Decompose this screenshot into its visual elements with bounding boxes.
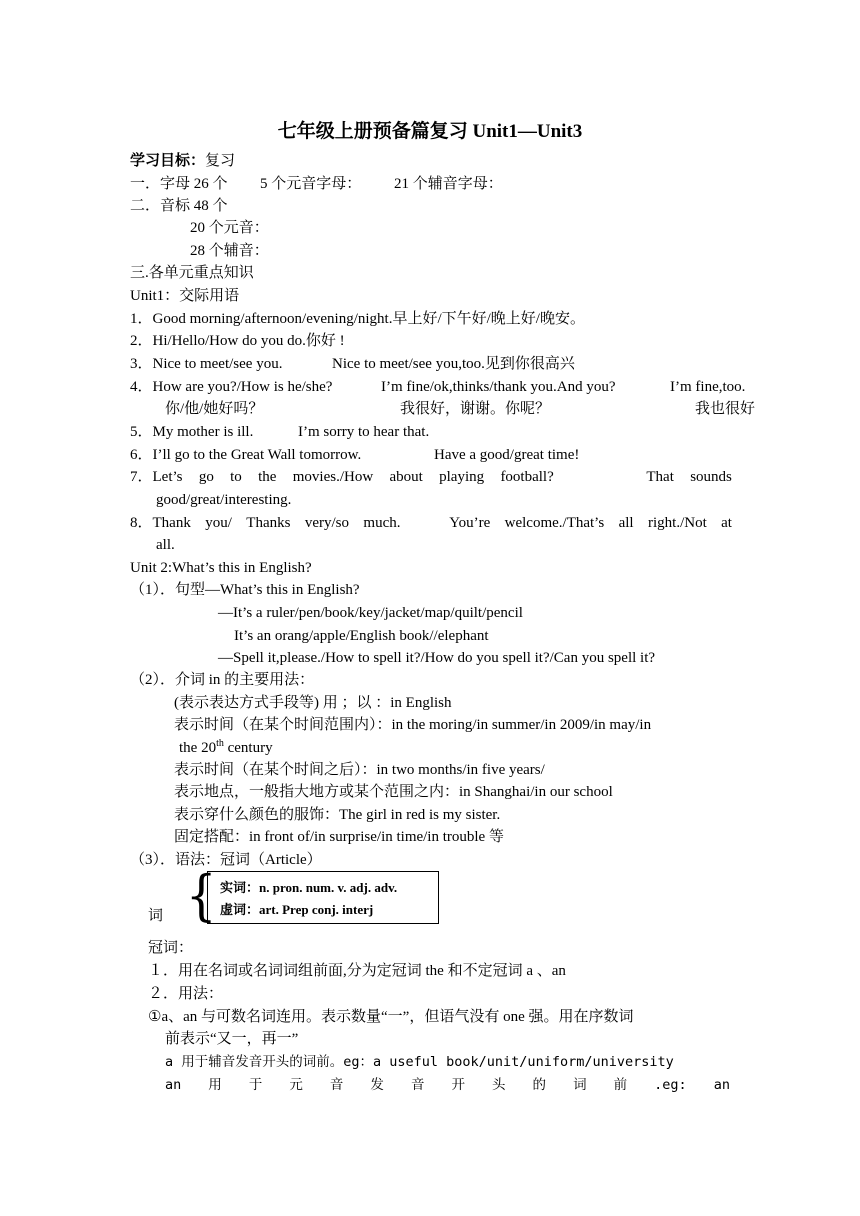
box-line-1: 实词：n. pron. num. v. adj. adv. <box>220 880 398 895</box>
word: 词 <box>573 1077 587 1093</box>
unit1-line4e: 我很好，谢谢。你呢？ <box>400 401 551 417</box>
s1-consonants: 21 个辅音字母： <box>394 176 503 192</box>
word: welcome./That’s <box>504 515 605 531</box>
word: You’re <box>449 515 491 531</box>
unit2-p2b: 表示时间（在某个时间范围内）：in the moring/in summer/in 2009/in may/in <box>174 717 652 733</box>
word: 7．Let’s <box>130 469 183 485</box>
page-title: 七年级上册预备篇复习 Unit1—Unit3 <box>277 121 583 142</box>
unit1-line3a: 3．Nice to meet/see you. <box>130 356 283 372</box>
goal-value: 复习 <box>205 153 236 169</box>
unit1-line6a: 6．I’ll go to the Great Wall tomorrow. <box>130 447 362 463</box>
unit1-line1: 1．Good morning/afternoon/evening/night.早上好/下午好/晚上好/晚安。 <box>130 311 585 327</box>
word: right./Not <box>647 515 707 531</box>
word: That <box>646 469 674 485</box>
word: an <box>165 1077 182 1093</box>
unit2-p1b: It’s an orang/apple/English book//elephant <box>234 628 489 644</box>
s2-consonants: 28 个辅音： <box>190 243 269 259</box>
unit2-p2g: 固定搭配：in front of/in surprise/in time/in trouble 等 <box>174 829 504 845</box>
word: Thanks <box>246 515 291 531</box>
word: 用 <box>208 1077 222 1093</box>
word: 于 <box>248 1077 263 1093</box>
word-gap <box>570 467 630 487</box>
unit1-line6b: Have a good/great time! <box>434 447 580 463</box>
unit1-line4a: 4．How are you?/How is he/she? <box>130 379 333 395</box>
s3-head: 三.各单元重点知识 <box>130 265 254 281</box>
unit2-p1a: —It’s a ruler/pen/book/key/jacket/map/quilt/pencil <box>218 605 523 621</box>
s1-head: 一．字母 26 个 <box>130 176 228 192</box>
unit1-line4b: I’m fine/ok,thinks/thank you.And you? <box>381 379 616 395</box>
p2c-post: century <box>223 740 273 756</box>
unit1-line5b: I’m sorry to hear that. <box>298 424 430 440</box>
goal-label: 学习目标： <box>130 153 206 169</box>
unit1-line7a <box>130 467 732 487</box>
word: all <box>618 515 634 531</box>
word: sounds <box>690 469 732 485</box>
word: 开 <box>451 1077 465 1093</box>
unit1-line7b: good/great/interesting. <box>156 492 292 508</box>
unit1-line8a <box>130 513 732 533</box>
p2c-pre: the 20 <box>179 740 217 756</box>
article-line2: ２．用法： <box>148 986 224 1002</box>
article-line4-text: a 用于辅音发音开头的词前。eg：a useful book/unit/uniform/university <box>165 1054 674 1070</box>
word: very/so <box>304 515 350 531</box>
article-line1: １．用在名词或名词词组前面,分为定冠词 the 和不定冠词 a 、an <box>148 963 566 979</box>
word: 头 <box>492 1077 506 1093</box>
word: the <box>258 469 277 485</box>
unit1-head: Unit1：交际用语 <box>130 288 240 304</box>
unit1-line5a: 5．My mother is ill. <box>130 424 254 440</box>
s2-head: 二．音标 48 个 <box>130 198 228 214</box>
word: about <box>389 469 423 485</box>
word: at <box>721 515 732 531</box>
word-label: 词 <box>148 908 164 924</box>
word: 8．Thank <box>130 515 191 531</box>
p2c-sup: th <box>216 738 224 749</box>
word: movies./How <box>292 469 374 485</box>
unit2-p3: （3）．语法：冠词（Article） <box>130 852 322 868</box>
word: 音 <box>410 1077 425 1093</box>
word: go <box>198 469 214 485</box>
word: you/ <box>205 515 232 531</box>
word: much. <box>363 515 401 531</box>
unit2-p2a: (表示表达方式手段等) 用 ；以 ：in English <box>174 695 452 711</box>
s1-vowels: 5 个元音字母： <box>260 176 362 192</box>
unit1-line3b: Nice to meet/see you,too.见到你很高兴 <box>332 356 575 372</box>
unit2-p2d: 表示时间（在某个时间之后）：in two months/in five years/ <box>174 762 545 778</box>
unit1-line4d: 你/他/她好吗？ <box>165 401 264 417</box>
article-line4 <box>165 1052 674 1072</box>
goal-line <box>130 151 235 171</box>
word: playing <box>439 469 485 485</box>
word: to <box>230 469 242 485</box>
box-line-2: 虚词：art. Prep conj. interj <box>220 902 374 917</box>
unit1-line4c: I’m fine,too. <box>670 379 746 395</box>
article-head: 冠词： <box>148 940 194 956</box>
word: 前 <box>613 1077 628 1093</box>
unit2-p2c <box>179 738 273 758</box>
article-line3b: 前表示“又一，再一” <box>165 1031 299 1047</box>
word: 元 <box>289 1077 303 1093</box>
word: an <box>713 1077 730 1093</box>
unit2-head: Unit 2:What’s this in English? <box>130 560 312 576</box>
brace-icon: { <box>185 864 217 927</box>
word: football? <box>500 469 554 485</box>
word: .eg: <box>654 1077 687 1093</box>
word-gap <box>415 513 435 533</box>
unit1-line8b: all. <box>156 537 175 553</box>
article-line3: ①a、an 与可数名词连用。表示数量“一”，但语气没有 one 强。用在序数词 <box>148 1009 634 1025</box>
word: 发 <box>370 1077 384 1093</box>
unit2-p2f: 表示穿什么颜色的服饰：The girl in red is my sister. <box>174 807 501 823</box>
unit1-line4f: 我也很好 <box>695 401 756 417</box>
unit1-line2: 2．Hi/Hello/How do you do.你好 ! <box>130 333 345 349</box>
s2-vowels: 20 个元音： <box>190 220 269 236</box>
word-class-box <box>207 871 439 924</box>
unit2-p2: （2）．介词 in 的主要用法： <box>130 672 315 688</box>
word: 的 <box>532 1077 547 1093</box>
unit2-p1: （1）．句型—What’s this in English? <box>130 582 360 598</box>
unit2-p1c: —Spell it,please./How to spell it?/How do you spell it?/Can you spell it? <box>218 650 656 666</box>
unit2-p2e: 表示地点，一般指大地方或某个范围之内：in Shanghai/in our school <box>174 784 613 800</box>
word: 音 <box>329 1077 344 1093</box>
article-line5 <box>165 1075 730 1095</box>
